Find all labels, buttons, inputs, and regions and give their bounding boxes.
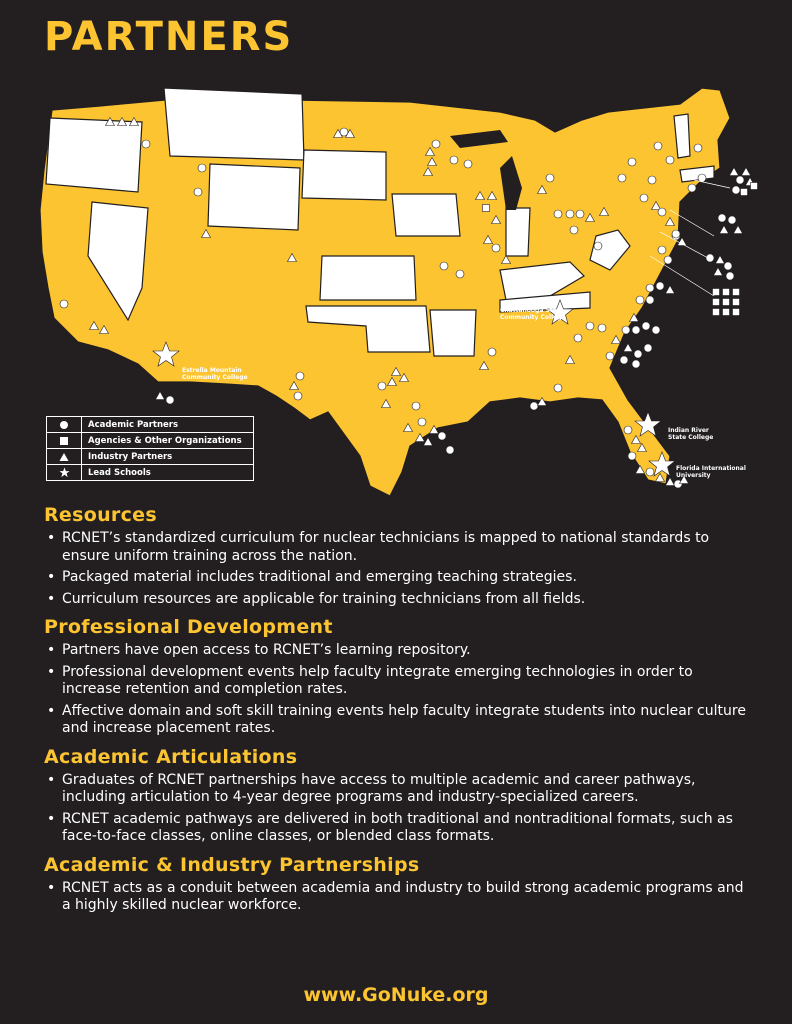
academic-partner-marker: [658, 246, 666, 254]
academic-partner-marker: [418, 418, 426, 426]
state-wyoming: [208, 164, 300, 230]
industry-partner-marker: [716, 256, 725, 264]
academic-partner-marker: [620, 356, 628, 364]
industry-partner-marker: [714, 268, 723, 276]
academic-partner-marker: [446, 446, 454, 454]
agency-marker: [713, 289, 720, 296]
academic-partner-marker: [646, 468, 654, 476]
state-south-dakota: [302, 150, 386, 200]
academic-partner-marker: [624, 426, 632, 434]
academic-partner-marker: [166, 396, 174, 404]
agency-marker: [733, 289, 740, 296]
academic-partner-marker: [688, 184, 696, 192]
academic-partner-marker: [628, 452, 636, 460]
academic-partner-marker: [718, 214, 726, 222]
section-heading-academic-articulations: Academic Articulations: [44, 745, 298, 768]
square-icon: [47, 433, 82, 448]
academic-partner-marker: [574, 334, 582, 342]
academic-partner-marker: [598, 324, 606, 332]
list-item: • RCNET academic pathways are delivered in both traditional and nontraditional formats, such as face-to-face classes, online classes, or blended class formats.: [44, 811, 754, 846]
academic-partner-marker: [142, 140, 150, 148]
academic-partner-marker: [378, 382, 386, 390]
academic-partner-marker: [652, 326, 660, 334]
list-item: • Affective domain and soft skill training events help faculty integrate students into nuclear culture and increase placement rates.: [44, 703, 754, 738]
academic-partner-marker: [732, 186, 740, 194]
academic-partner-marker: [60, 300, 68, 308]
agency-marker: [723, 299, 730, 306]
lead-school-label-1a: Estrella Mountain: [182, 367, 242, 374]
academic-partner-marker: [194, 188, 202, 196]
agency-marker: [751, 183, 758, 190]
academic-partner-marker: [646, 296, 654, 304]
academic-partner-marker: [570, 226, 578, 234]
academic-partner-marker: [666, 156, 674, 164]
legend-label: Agencies & Other Organizations: [88, 435, 242, 446]
academic-partner-marker: [622, 326, 630, 334]
academic-partner-marker: [618, 174, 626, 182]
academic-partner-marker: [694, 144, 702, 152]
legend-label: Lead Schools: [88, 467, 151, 478]
state-indiana: [506, 208, 530, 256]
academic-partner-marker: [456, 270, 464, 278]
academic-partner-marker: [450, 156, 458, 164]
academic-partner-marker: [198, 164, 206, 172]
industry-partner-marker: [624, 344, 633, 352]
academic-partner-marker: [412, 402, 420, 410]
page-title: PARTNERS: [44, 14, 294, 60]
list-item: • Packaged material includes traditional and emerging teaching strategies.: [44, 569, 754, 587]
academic-partner-marker: [296, 372, 304, 380]
academic-partner-marker: [646, 284, 654, 292]
state-arkansas: [430, 310, 476, 356]
academic-partner-marker: [594, 242, 602, 250]
academic-partner-marker: [658, 208, 666, 216]
legend-item-industry: [47, 448, 253, 464]
section-heading-partnerships: Academic & Industry Partnerships: [44, 853, 420, 876]
lead-school-label-4b: University: [676, 472, 711, 479]
industry-partner-marker: [734, 226, 743, 234]
academic-articulations-list: [44, 772, 754, 846]
state-kansas: [320, 256, 416, 300]
academic-partner-marker: [554, 210, 562, 218]
agency-marker: [733, 299, 740, 306]
website-link[interactable]: www.GoNuke.org: [303, 984, 489, 1006]
agency-marker: [713, 309, 720, 316]
academic-partner-marker: [656, 282, 664, 290]
star-icon: [47, 465, 82, 480]
industry-partner-marker: [424, 438, 433, 446]
academic-partner-marker: [644, 344, 652, 352]
academic-partner-marker: [736, 176, 744, 184]
academic-partner-marker: [586, 322, 594, 330]
agency-marker: [723, 309, 730, 316]
industry-partner-marker: [156, 392, 165, 400]
lead-school-label-2a: Chattanooga State: [500, 307, 564, 314]
state-oregon: [46, 118, 142, 192]
triangle-icon: [47, 449, 82, 464]
academic-partner-marker: [632, 360, 640, 368]
lead-school-label-2b: Community College: [500, 314, 566, 321]
academic-partner-marker: [464, 160, 472, 168]
section-heading-professional-development: Professional Development: [44, 616, 333, 638]
academic-partner-marker: [432, 140, 440, 148]
academic-partner-marker: [440, 262, 448, 270]
industry-partner-marker: [742, 168, 751, 176]
academic-partner-marker: [728, 216, 736, 224]
academic-partner-marker: [654, 142, 662, 150]
lead-school-label-1b: Community College: [182, 374, 248, 381]
academic-partner-marker: [628, 158, 636, 166]
industry-partner-marker: [666, 286, 675, 294]
list-item: • Professional development events help faculty integrate emerging technologies in order to increase retention and completion rates.: [44, 664, 754, 699]
partnerships-list: [44, 880, 754, 915]
legend-item-lead: [47, 464, 253, 480]
agency-marker: [723, 289, 730, 296]
academic-partner-marker: [488, 348, 496, 356]
academic-partner-marker: [636, 296, 644, 304]
academic-partner-marker: [648, 176, 656, 184]
academic-partner-marker: [566, 210, 574, 218]
circle-icon: [47, 417, 82, 432]
academic-partner-marker: [294, 392, 302, 400]
academic-partner-marker: [634, 350, 642, 358]
resources-list: [44, 530, 754, 608]
state-montana: [164, 88, 304, 160]
list-item: • Partners have open access to RCNET’s learning repository.: [44, 642, 754, 660]
academic-partner-marker: [530, 402, 538, 410]
agency-marker: [713, 299, 720, 306]
academic-partner-marker: [672, 230, 680, 238]
academic-partner-marker: [492, 244, 500, 252]
map-legend: [46, 416, 254, 481]
list-item: • RCNET’s standardized curriculum for nuclear technicians is mapped to national standards to ensure uniform training across the nation.: [44, 530, 754, 565]
section-heading-resources: Resources: [44, 504, 157, 526]
legend-item-agencies: [47, 432, 253, 448]
agency-marker: [733, 309, 740, 316]
industry-partner-marker: [720, 226, 729, 234]
state-iowa: [392, 194, 460, 236]
lead-school-label-3a: Indian River: [668, 427, 709, 434]
academic-partner-marker: [546, 174, 554, 182]
legend-label: Industry Partners: [88, 451, 173, 462]
agency-marker: [741, 189, 748, 196]
academic-partner-marker: [632, 326, 640, 334]
academic-partner-marker: [706, 254, 714, 262]
academic-partner-marker: [438, 432, 446, 440]
industry-partner-marker: [730, 168, 739, 176]
academic-partner-marker: [554, 384, 562, 392]
academic-partner-marker: [642, 322, 650, 330]
list-item: • Curriculum resources are applicable for training technicians from all fields.: [44, 591, 754, 609]
academic-partner-marker: [724, 262, 732, 270]
legend-label: Academic Partners: [88, 419, 179, 430]
content-sections: [44, 504, 754, 923]
academic-partner-marker: [664, 256, 672, 264]
professional-development-list: [44, 642, 754, 738]
academic-partner-marker: [726, 272, 734, 280]
lead-school-label-3b: State College: [668, 434, 714, 441]
academic-partner-marker: [606, 352, 614, 360]
academic-partner-marker: [640, 194, 648, 202]
academic-partner-marker: [576, 210, 584, 218]
list-item: • RCNET acts as a conduit between academia and industry to build strong academic programs and a highly skilled nuclear workforce.: [44, 880, 754, 915]
lead-school-label-4a: Florida International: [676, 465, 746, 472]
list-item: • Graduates of RCNET partnerships have access to multiple academic and career pathways, including articulation to 4-year degree programs and industry-specialized careers.: [44, 772, 754, 807]
legend-item-academic: [47, 417, 253, 432]
agency-marker: [483, 205, 490, 212]
